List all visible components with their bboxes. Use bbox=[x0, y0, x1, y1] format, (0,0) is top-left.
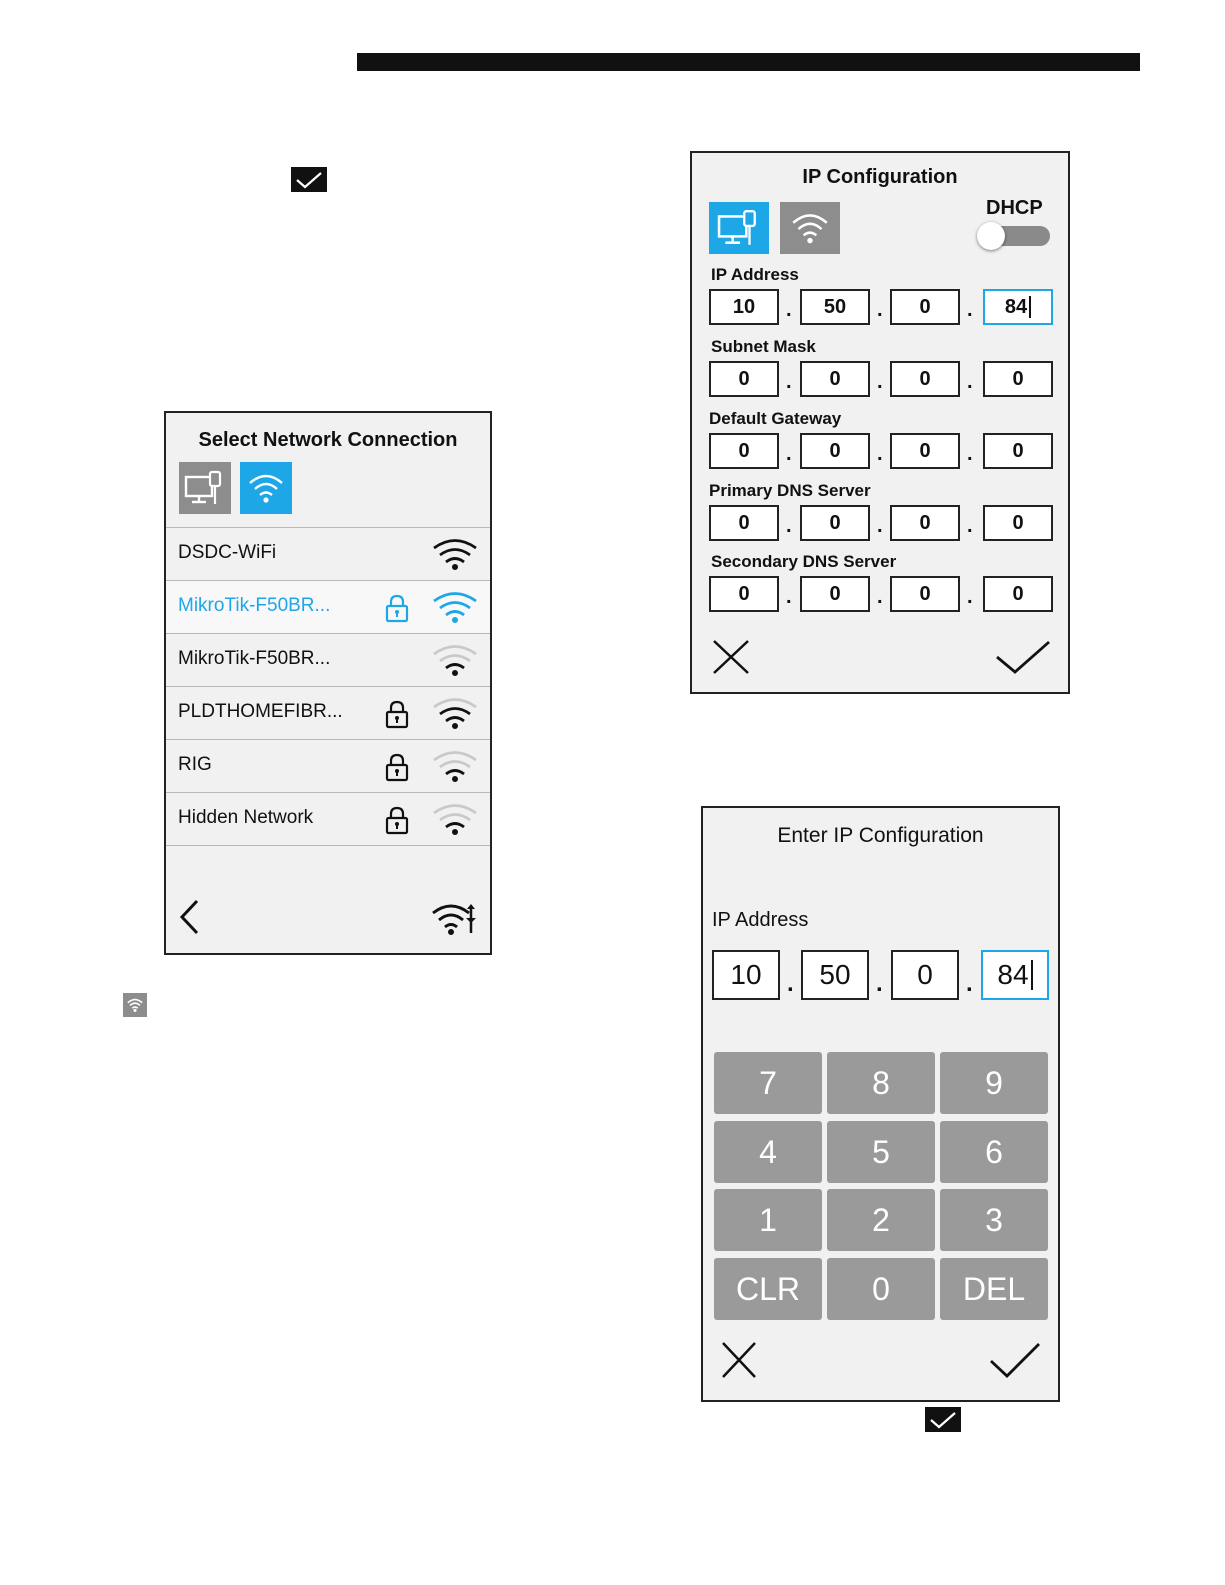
wifi-icon bbox=[789, 210, 831, 246]
octet-separator: . bbox=[966, 970, 973, 997]
digit-key-6[interactable]: 6 bbox=[940, 1121, 1048, 1183]
network-name: MikroTik-F50BR... bbox=[178, 648, 331, 669]
delete-key[interactable]: DEL bbox=[940, 1258, 1048, 1320]
ip-octet-input[interactable] bbox=[983, 289, 1053, 325]
ip-configuration-panel bbox=[690, 151, 1070, 694]
octet-value: 0 bbox=[829, 367, 841, 390]
octet-separator: . bbox=[877, 586, 883, 608]
ethernet-tab[interactable] bbox=[179, 462, 231, 514]
octet-value: 0 bbox=[738, 511, 750, 534]
octet-separator: . bbox=[967, 371, 973, 393]
octet-value: 0 bbox=[829, 439, 841, 462]
octet-value: 0 bbox=[919, 582, 931, 605]
network-list bbox=[166, 527, 490, 846]
network-name: DSDC-WiFi bbox=[178, 542, 277, 563]
dhcp-toggle-knob[interactable] bbox=[977, 222, 1005, 250]
octet-value: 84 bbox=[1004, 295, 1028, 318]
lock-icon bbox=[384, 805, 410, 835]
octet-value: 0 bbox=[917, 959, 933, 990]
octet-separator: . bbox=[786, 371, 792, 393]
octet-separator: . bbox=[786, 586, 792, 608]
ip-octet-input[interactable] bbox=[709, 289, 779, 325]
ip-octet-input[interactable] bbox=[983, 433, 1053, 469]
wifi-icon bbox=[246, 471, 286, 505]
text-cursor bbox=[1031, 960, 1033, 990]
ethernet-monitor-icon bbox=[714, 207, 764, 249]
confirm-icon[interactable] bbox=[989, 1341, 1041, 1379]
ip-octet-input[interactable] bbox=[981, 950, 1049, 1000]
octet-value: 10 bbox=[732, 295, 756, 318]
select-network-panel bbox=[164, 411, 492, 955]
wifi-tab[interactable] bbox=[240, 462, 292, 514]
wifi-tab[interactable] bbox=[780, 202, 840, 254]
digit-key-2[interactable]: 2 bbox=[827, 1189, 935, 1251]
octet-separator: . bbox=[967, 299, 973, 321]
network-row[interactable] bbox=[166, 792, 490, 846]
ip-octet-input[interactable] bbox=[983, 505, 1053, 541]
panel-title: IP Configuration bbox=[802, 166, 958, 188]
lock-icon bbox=[384, 699, 410, 729]
network-name: PLDTHOMEFIBR... bbox=[178, 701, 343, 722]
wifi-add-network-icon[interactable] bbox=[431, 901, 481, 937]
octet-value: 50 bbox=[823, 295, 847, 318]
ip-octet-input[interactable] bbox=[800, 576, 870, 612]
ethernet-tab[interactable] bbox=[709, 202, 769, 254]
octet-value: 0 bbox=[1012, 439, 1024, 462]
network-row[interactable] bbox=[166, 527, 490, 580]
clear-key[interactable]: CLR bbox=[714, 1258, 822, 1320]
network-row[interactable] bbox=[166, 739, 490, 792]
octet-value: 0 bbox=[738, 367, 750, 390]
octet-value: 84 bbox=[997, 959, 1029, 990]
octet-value: 10 bbox=[730, 959, 762, 990]
network-name: MikroTik-F50BR... bbox=[178, 595, 331, 616]
ip-octet-input[interactable] bbox=[712, 950, 780, 1000]
panel-title: Enter IP Configuration bbox=[777, 824, 984, 847]
network-row[interactable] bbox=[166, 686, 490, 739]
field-label: IP Address bbox=[712, 909, 809, 931]
ip-octet-input[interactable] bbox=[800, 361, 870, 397]
ip-octet-input[interactable] bbox=[801, 950, 869, 1000]
digit-key-8[interactable]: 8 bbox=[827, 1052, 935, 1114]
ip-octet-input[interactable] bbox=[890, 505, 960, 541]
digit-key-0[interactable]: 0 bbox=[827, 1258, 935, 1320]
wifi-signal-icon bbox=[431, 537, 479, 571]
wifi-signal-icon bbox=[431, 643, 479, 677]
ip-octet-input[interactable] bbox=[983, 576, 1053, 612]
field-label: IP Address bbox=[711, 265, 799, 284]
octet-separator: . bbox=[877, 299, 883, 321]
ip-octet-input[interactable] bbox=[800, 505, 870, 541]
octet-value: 0 bbox=[829, 582, 841, 605]
octet-separator: . bbox=[877, 515, 883, 537]
dhcp-label: DHCP bbox=[986, 197, 1043, 219]
octet-value: 0 bbox=[919, 439, 931, 462]
octet-value: 0 bbox=[919, 367, 931, 390]
ip-octet-input[interactable] bbox=[709, 576, 779, 612]
octet-separator: . bbox=[967, 586, 973, 608]
octet-separator: . bbox=[786, 299, 792, 321]
field-label: Secondary DNS Server bbox=[711, 552, 897, 571]
panel-title: Select Network Connection bbox=[198, 429, 458, 451]
lock-icon bbox=[384, 593, 410, 623]
octet-separator: . bbox=[876, 970, 883, 997]
ip-octet-input[interactable] bbox=[890, 361, 960, 397]
octet-value: 0 bbox=[1012, 511, 1024, 534]
ip-octet-input[interactable] bbox=[891, 950, 959, 1000]
wifi-signal-icon bbox=[431, 590, 479, 624]
ip-octet-input[interactable] bbox=[709, 361, 779, 397]
ip-octet-input[interactable] bbox=[800, 289, 870, 325]
network-name: RIG bbox=[178, 754, 212, 775]
ip-octet-input[interactable] bbox=[709, 433, 779, 469]
octet-value: 0 bbox=[829, 511, 841, 534]
octet-separator: . bbox=[967, 515, 973, 537]
wifi-signal-icon bbox=[431, 696, 479, 730]
octet-value: 0 bbox=[1012, 367, 1024, 390]
confirm-icon[interactable] bbox=[995, 639, 1051, 675]
check-icon bbox=[925, 1407, 961, 1432]
wifi-badge-icon bbox=[123, 993, 147, 1017]
field-label: Primary DNS Server bbox=[709, 481, 871, 500]
octet-value: 0 bbox=[1012, 582, 1024, 605]
ip-octet-input[interactable] bbox=[890, 433, 960, 469]
cancel-icon[interactable] bbox=[711, 639, 751, 675]
octet-separator: . bbox=[786, 515, 792, 537]
back-icon[interactable] bbox=[178, 899, 202, 935]
octet-value: 50 bbox=[819, 959, 851, 990]
digit-key-9[interactable]: 9 bbox=[940, 1052, 1048, 1114]
field-label: Subnet Mask bbox=[711, 337, 816, 356]
octet-value: 0 bbox=[738, 439, 750, 462]
ip-octet-input[interactable] bbox=[709, 505, 779, 541]
network-name: Hidden Network bbox=[178, 807, 314, 828]
ethernet-monitor-icon bbox=[183, 468, 227, 508]
octet-separator: . bbox=[786, 443, 792, 465]
digit-key-5[interactable]: 5 bbox=[827, 1121, 935, 1183]
field-label: Default Gateway bbox=[709, 409, 842, 428]
octet-separator: . bbox=[967, 443, 973, 465]
octet-value: 0 bbox=[919, 295, 931, 318]
wifi-signal-icon bbox=[431, 749, 479, 783]
digit-key-3[interactable]: 3 bbox=[940, 1189, 1048, 1251]
network-row[interactable] bbox=[166, 580, 490, 633]
ip-octet-input[interactable] bbox=[890, 289, 960, 325]
lock-icon bbox=[384, 752, 410, 782]
octet-value: 0 bbox=[738, 582, 750, 605]
network-row[interactable] bbox=[166, 633, 490, 686]
header-rule bbox=[357, 53, 1140, 71]
ip-octet-input[interactable] bbox=[800, 433, 870, 469]
octet-separator: . bbox=[787, 970, 794, 997]
octet-value: 0 bbox=[919, 511, 931, 534]
digit-key-1[interactable]: 1 bbox=[714, 1189, 822, 1251]
digit-key-4[interactable]: 4 bbox=[714, 1121, 822, 1183]
cancel-icon[interactable] bbox=[720, 1341, 758, 1379]
wifi-signal-icon bbox=[431, 802, 479, 836]
octet-separator: . bbox=[877, 443, 883, 465]
ip-octet-input[interactable] bbox=[890, 576, 960, 612]
enter-ip-panel bbox=[701, 806, 1060, 1402]
text-cursor bbox=[1029, 296, 1031, 318]
check-icon bbox=[291, 167, 327, 192]
octet-separator: . bbox=[877, 371, 883, 393]
ip-octet-input[interactable] bbox=[983, 361, 1053, 397]
digit-key-7[interactable]: 7 bbox=[714, 1052, 822, 1114]
